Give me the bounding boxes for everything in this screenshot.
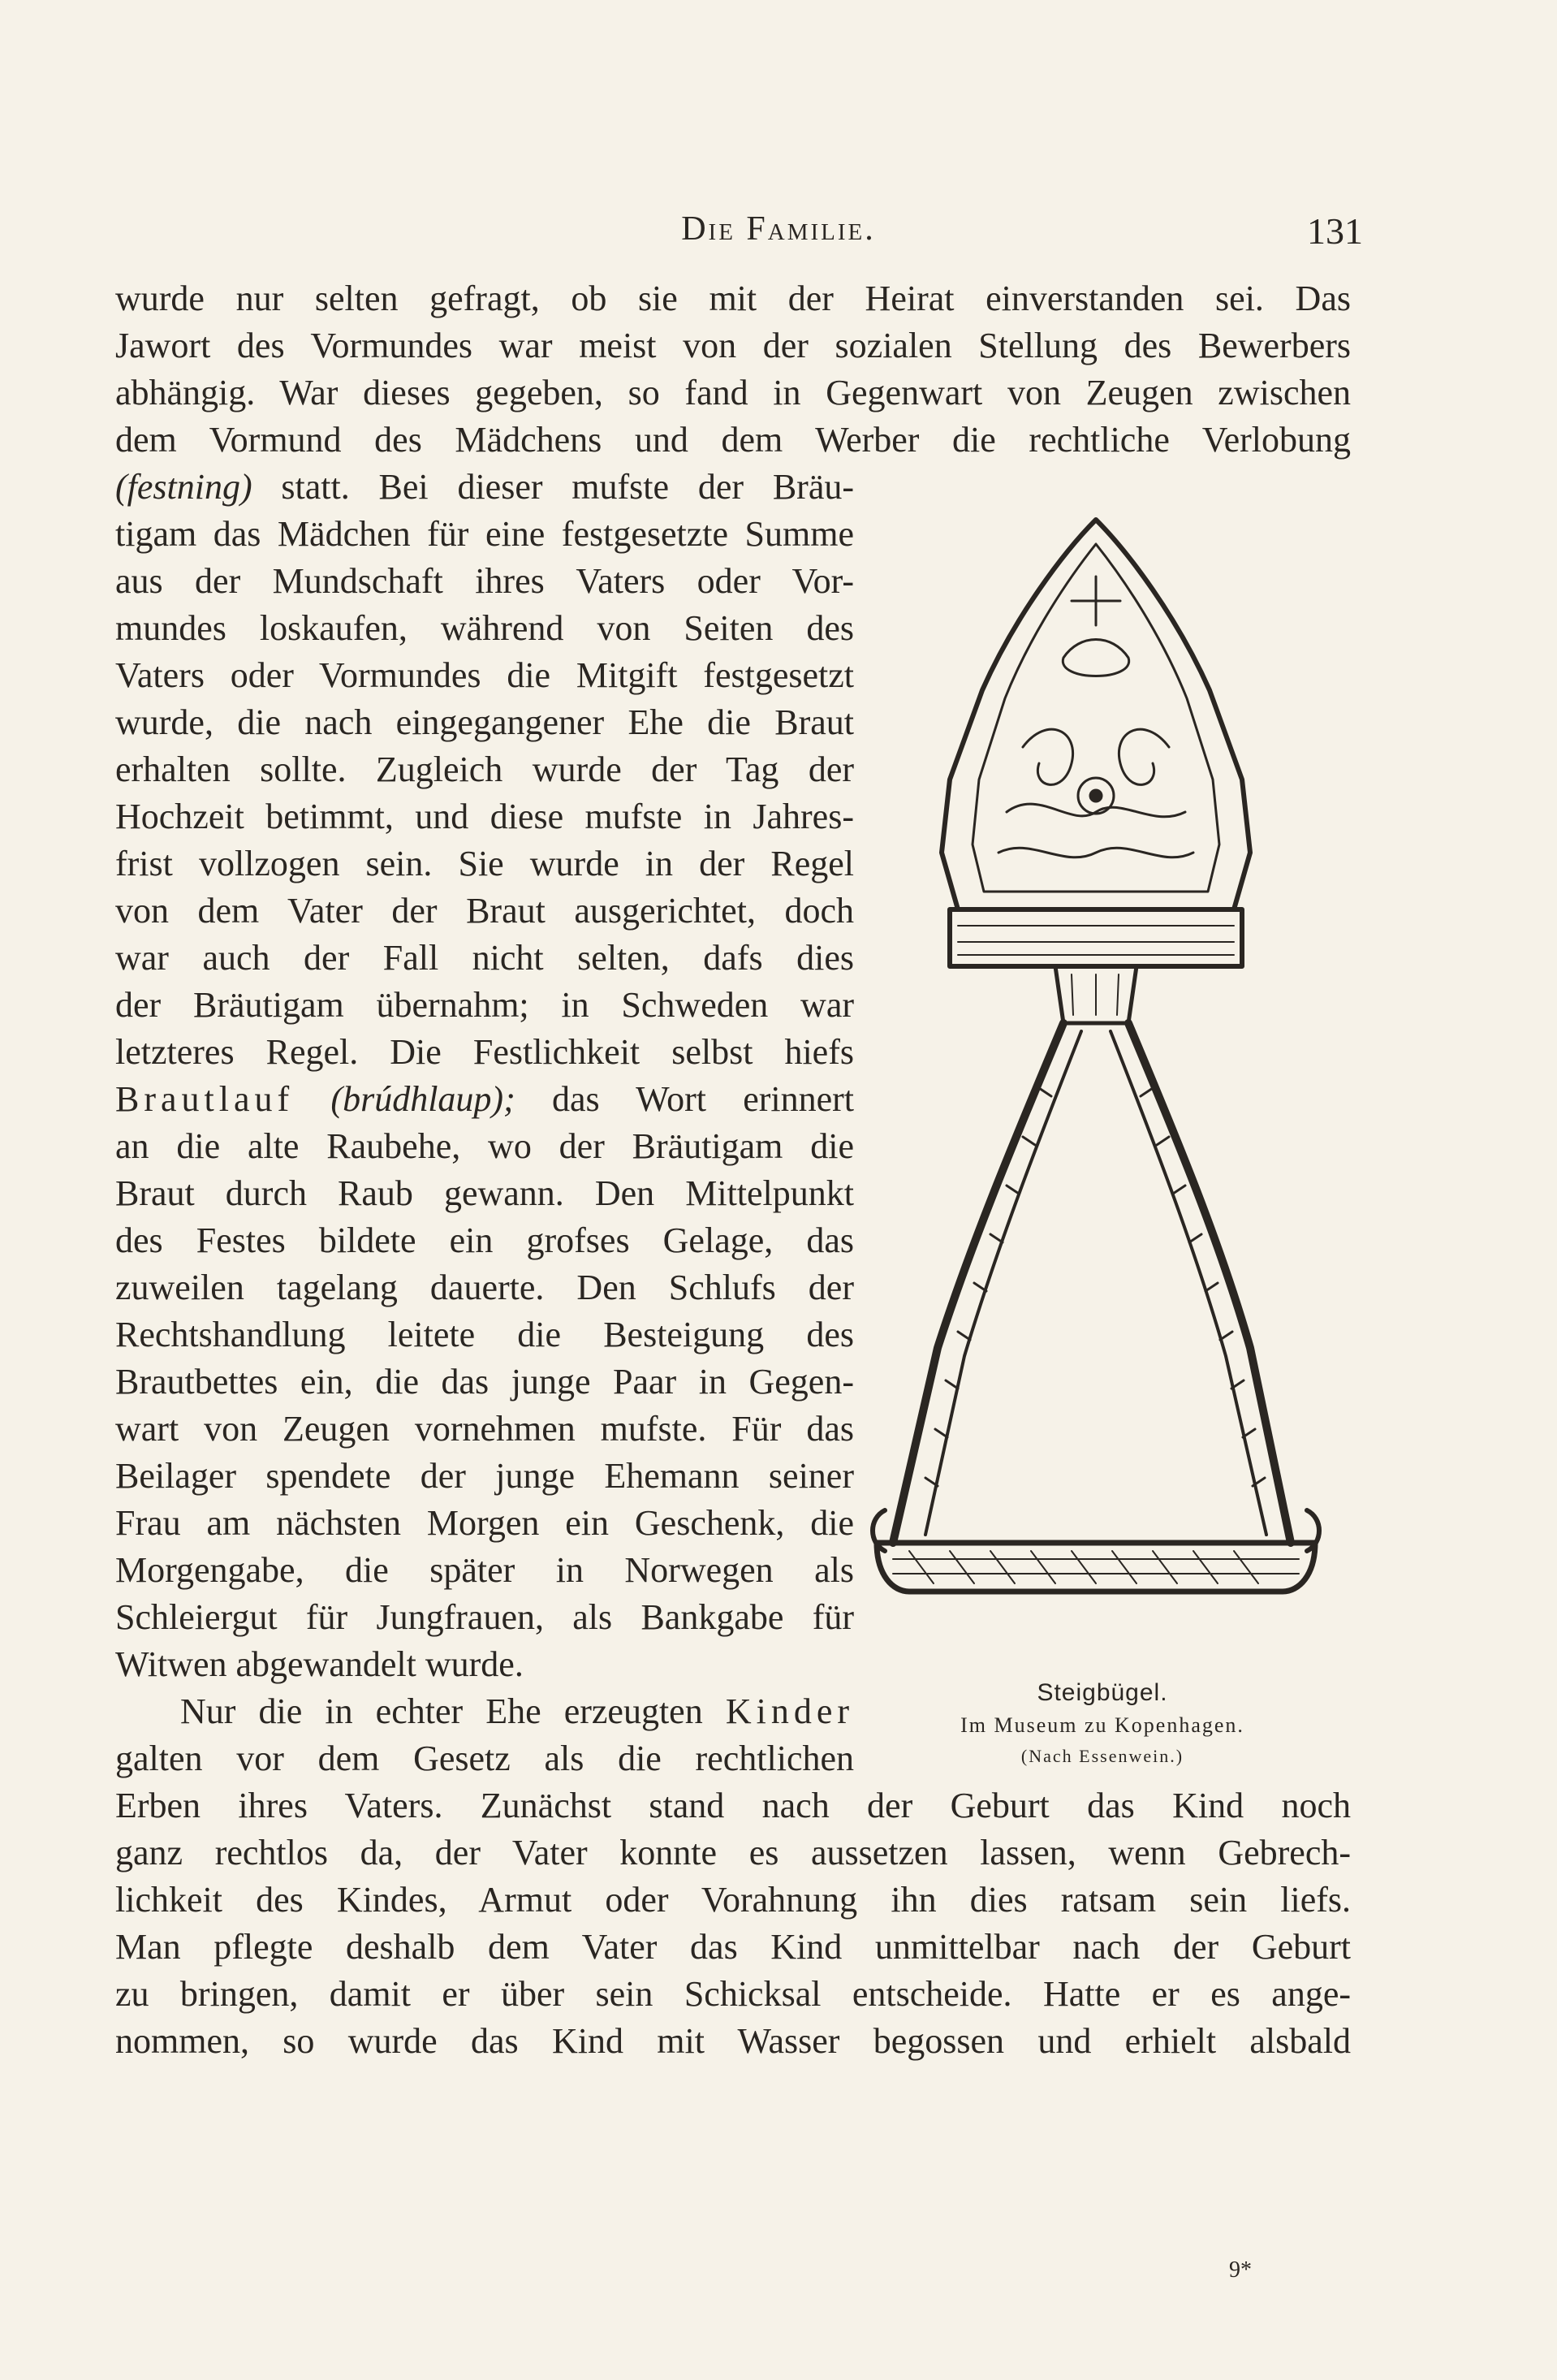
text-line: zu bringen, damit er über sein Schicksal entscheide. Hatte er es ange-: [115, 1974, 1351, 2014]
figure-caption-title: Steigbügel.: [1037, 1679, 1168, 1706]
kinder-word: Kinder: [725, 1691, 854, 1731]
text-line: Rechtshandlung leitete die Besteigung des: [115, 1315, 854, 1354]
stirrup-illustration: [860, 503, 1331, 1656]
text-line: Erben ihres Vaters. Zunächst stand nach der Geburt das Kind noch: [115, 1786, 1351, 1825]
text-line: der Bräutigam übernahm; in Schweden war: [115, 985, 854, 1025]
text-line: galten vor dem Gesetz als die rechtlichen: [115, 1739, 854, 1778]
text-line: Braut durch Raub gewann. Den Mittelpunkt: [115, 1173, 854, 1213]
text-line: lichkeit des Kindes, Armut oder Vorahnung ihn dies ratsam sein liefs.: [115, 1880, 1351, 1920]
text-line: frist vollzogen sein. Sie wurde in der Regel: [115, 844, 854, 883]
text-line: an die alte Raubehe, wo der Bräutigam die: [115, 1126, 854, 1166]
text-line: Brautlauf (brúdhlaup); das Wort erinnert: [115, 1079, 855, 1119]
brautlauf-word: Brautlauf: [115, 1079, 295, 1119]
text-line: abhängig. War dieses gegeben, so fand in Gegenwart von Zeugen zwischen: [115, 373, 1351, 413]
text-line: mundes loskaufen, während von Seiten des: [115, 608, 854, 648]
text-line: Frau am nächsten Morgen ein Geschenk, die: [115, 1503, 854, 1543]
text-line: Beilager spendete der junge Ehemann seiner: [115, 1456, 854, 1496]
signature-mark: 9*: [1229, 2257, 1252, 2283]
figure-caption-location: Im Museum zu Kopenhagen.: [960, 1713, 1244, 1737]
text-line: nommen, so wurde das Kind mit Wasser begossen und erhielt alsbald: [115, 2021, 1351, 2061]
text-line: war auch der Fall nicht selten, dafs dies: [115, 938, 854, 978]
festning-term: (festning): [115, 467, 252, 507]
text-line: zuweilen tagelang dauerte. Den Schlufs der: [115, 1268, 854, 1307]
text-line: erhalten sollte. Zugleich wurde der Tag der: [115, 749, 854, 789]
text-line: Morgengabe, die später in Norwegen als: [115, 1550, 854, 1590]
text-line: Vaters oder Vormundes die Mitgift festgesetzt: [115, 655, 854, 695]
text-line: aus der Mundschaft ihres Vaters oder Vor-: [115, 561, 854, 601]
text-line: Nur die in echter Ehe erzeugten Kinder: [180, 1691, 854, 1731]
text-line: wurde nur selten gefragt, ob sie mit der Heirat einverstanden sei. Das: [115, 279, 1351, 318]
text-line: Schleiergut für Jungfrauen, als Bankgabe für: [115, 1597, 854, 1637]
text-line: wart von Zeugen vornehmen mufste. Für das: [115, 1409, 854, 1449]
text-line: wurde, die nach eingegangener Ehe die Braut: [115, 702, 854, 742]
figure-caption-source: (Nach Essenwein.): [1020, 1746, 1184, 1766]
text-line: Jawort des Vormundes war meist von der sozialen Stellung des Bewerbers: [115, 326, 1351, 365]
brudhlaup-term: (brúdhlaup);: [330, 1079, 515, 1119]
text-line: dem Vormund des Mädchens und dem Werber die rechtliche Verlobung: [115, 420, 1351, 460]
page-number: 131: [1307, 210, 1363, 252]
text-line: des Festes bildete ein grofses Gelage, das: [115, 1220, 854, 1260]
text-line: Man pflegte deshalb dem Vater das Kind unmittelbar nach der Geburt: [115, 1927, 1351, 1967]
running-title: Die Familie.: [681, 210, 876, 248]
text-line: Brautbettes ein, die das junge Paar in Gegen-: [115, 1362, 854, 1402]
text-line: letzteres Regel. Die Festlichkeit selbst hiefs: [115, 1032, 854, 1072]
text-line: tigam das Mädchen für eine festgesetzte Summe: [115, 514, 854, 554]
text-line: von dem Vater der Braut ausgerichtet, doch: [115, 891, 854, 931]
text-line: (festning) statt. Bei dieser mufste der Bräu-: [115, 467, 854, 507]
text-line: Witwen abgewandelt wurde.: [115, 1644, 524, 1684]
text-line: ganz rechtlos da, der Vater konnte es aussetzen lassen, wenn Gebrech-: [115, 1833, 1351, 1872]
text-line: Hochzeit betimmt, und diese mufste in Jahres-: [115, 797, 854, 836]
